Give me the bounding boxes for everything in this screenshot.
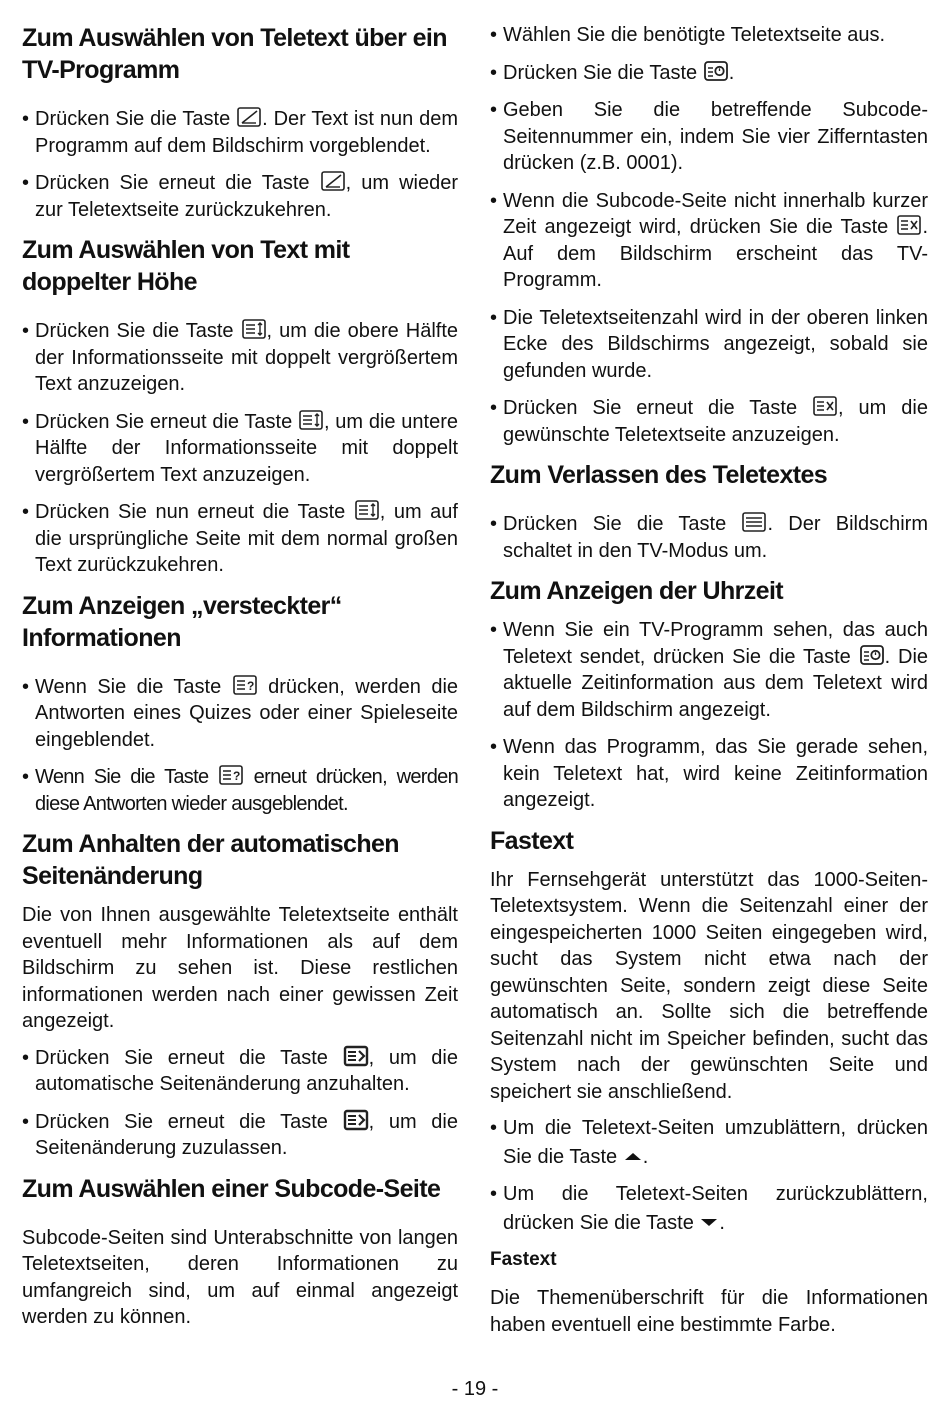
list-item: • Drücken Sie erneut die Taste , um die Seitenänderung zuzulassen. <box>22 1109 458 1162</box>
cancel-icon <box>896 214 922 236</box>
heading-hold: Zum Anhalten der automatischen Seitenänderung <box>22 830 399 890</box>
list-item: • Drücken Sie erneut die Taste , um die gewünschte Teletextseite anzuzeigen. <box>490 395 928 448</box>
heading-reveal: Zum Anzeigen „versteckter“ Informationen <box>22 591 342 652</box>
list-item: • Drücken Sie nun erneut die Taste , um auf die ursprüngliche Seite mit dem normal großen Text zurückzukehren. <box>22 499 458 579</box>
cancel-icon <box>812 395 838 417</box>
list-item: • Drücken Sie erneut die Taste , um die automatische Seitenänderung anzuhalten. <box>22 1045 458 1098</box>
svg-text:?: ? <box>233 769 240 783</box>
double-height-icon <box>241 318 267 340</box>
list-item: • Geben Sie die betreffende Subcode-Seitennummer ein, indem Sie vier Zifferntasten drücken (z.B. 0001). <box>490 97 928 177</box>
list-item: • Drücken Sie die Taste , um die obere Hälfte der Informationsseite mit doppelt vergrößertem Text anzuzeigen. <box>22 318 458 398</box>
double-height-icon <box>298 409 324 431</box>
mix-icon <box>320 170 346 192</box>
list-item: • Um die Teletext-Seiten umzublättern, drücken Sie die Taste . <box>490 1115 928 1170</box>
list-item: • Wählen Sie die benötigte Teletextseite aus. <box>490 22 928 49</box>
list-item: • Wenn Sie die Taste ? erneut drücken, werden diese Antworten wieder ausgeblendet. <box>22 764 458 817</box>
list-item: • Drücken Sie die Taste . Der Text ist nun dem Programm auf dem Bildschirm vorgeblendet. <box>22 106 458 159</box>
heading-teletext-over-tv: Zum Auswählen von Teletext über ein TV-Programm <box>22 24 447 84</box>
double-height-icon <box>354 499 380 521</box>
svg-text:?: ? <box>246 678 255 693</box>
hold-icon <box>343 1109 369 1131</box>
heading-exit-teletext: Zum Verlassen des Teletextes <box>490 461 828 489</box>
list-item: • Drücken Sie die Taste . Der Bildschirm schaltet in den TV-Modus um. <box>490 511 928 564</box>
left-column <box>22 22 458 1341</box>
mix-icon <box>236 106 262 128</box>
page-number: - 19 - <box>451 1378 499 1400</box>
heading-double-height: Zum Auswählen von Text mit doppelter Höhe <box>22 236 350 296</box>
teletext-exit-icon <box>741 511 767 533</box>
paragraph: Die Themenüberschrift für die Informationen haben eventuell eine bestimmte Farbe. <box>490 1287 928 1336</box>
paragraph: Subcode-Seiten sind Unterabschnitte von langen Teletextseiten, deren Informationen zu umfangreich sind, um auf einmal angezeigt werden zu können. <box>22 1226 458 1328</box>
subheading-fastext: Fastext <box>490 1249 557 1270</box>
list-item: • Wenn Sie die Taste ? drücken, werden die Antworten eines Quizes oder einer Spieleseite eingeblendet. <box>22 674 458 754</box>
heading-subcode: Zum Auswählen einer Subcode-Seite <box>22 1174 441 1203</box>
list-item: • Drücken Sie die Taste . <box>490 60 928 87</box>
heading-fastext: Fastext <box>490 826 574 855</box>
subcode-icon <box>703 60 729 82</box>
list-item: • Um die Teletext-Seiten zurückzublättern, drücken Sie die Taste . <box>490 1181 928 1236</box>
list-item: • Drücken Sie erneut die Taste , um die untere Hälfte der Informationsseite mit doppelt vergrößertem Text anzuzeigen. <box>22 409 458 489</box>
reveal-icon <box>232 674 258 696</box>
list-item: • Die Teletextseitenzahl wird in der oberen linken Ecke des Bildschirms angezeigt, sobald sie gefunden wurde. <box>490 305 928 385</box>
hold-icon <box>343 1045 369 1067</box>
paragraph: Ihr Fernsehgerät unterstützt das 1000-Seiten-Teletextsystem. Wenn die Seitenzahl einer der eingespeicherten 1000 Seiten eingegeben wird, sucht das System nicht etwa nach der gewünschten Seite, sondern zeigt diese Seite automatisch an. Sollte sich die betreffende Seitenzahl nicht im Speicher befinden, sucht das System nach der gewünschten Seite und speichert sie anschließend. <box>490 868 928 1103</box>
page-up-triangle-icon <box>623 1142 643 1169</box>
heading-show-time: Zum Anzeigen der Uhrzeit <box>490 577 784 605</box>
subcode-icon <box>859 644 885 666</box>
reveal-icon <box>218 764 244 786</box>
paragraph: Die von Ihnen ausgewählte Teletextseite enthält eventuell mehr Informationen als auf dem Bildschirm zu sehen ist. Diese restlichen informationen werden nach einer gewissen Zeit angezeigt. <box>22 904 458 1032</box>
right-column <box>490 22 928 1348</box>
page-down-triangle-icon <box>699 1208 719 1235</box>
list-item: • Wenn das Programm, das Sie gerade sehen, kein Teletext hat, wird keine Zeitinformation angezeigt. <box>490 734 928 814</box>
list-item: • Drücken Sie erneut die Taste , um wieder zur Teletextseite zurückzukehren. <box>22 170 458 223</box>
list-item: • Wenn die Subcode-Seite nicht innerhalb kurzer Zeit angezeigt wird, drücken Sie die Taste . Auf dem Bildschirm erscheint das TV-Programm. <box>490 188 928 294</box>
list-item: • Wenn Sie ein TV-Programm sehen, das auch Teletext sendet, drücken Sie die Taste . Die aktuelle Zeitinformation aus dem Teletext wird auf dem Bildschirm angezeigt. <box>490 617 928 723</box>
